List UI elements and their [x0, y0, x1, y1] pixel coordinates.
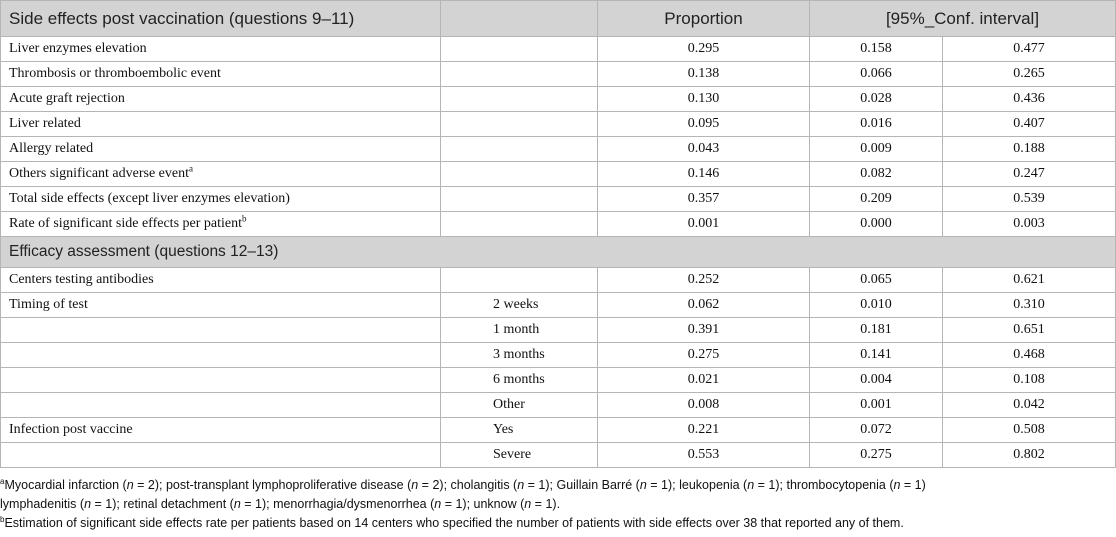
footnote-text: = 1); unknow (	[441, 497, 525, 511]
proportion-cell: 0.357	[598, 187, 810, 212]
footnote-text: Estimation of significant side effects rate per patients based on 14 centers who specified the number of patients with side effects over 38 that reported any of them.	[4, 516, 904, 530]
row-label-text: Others significant adverse event	[9, 166, 189, 181]
footnote-text: = 1); Guillain Barré (	[524, 478, 640, 492]
row-label-text: Liver enzymes elevation	[9, 41, 147, 56]
header-proportion: Proportion	[598, 1, 810, 37]
proportion-cell: 0.043	[598, 137, 810, 162]
ci-upper-cell: 0.802	[943, 443, 1116, 468]
table-row	[1, 368, 1116, 393]
row-label	[1, 393, 441, 418]
n-symbol: n	[434, 497, 442, 511]
footnote-text: = 1)	[900, 478, 926, 492]
row-label	[1, 343, 441, 368]
table-header-row	[1, 1, 1116, 37]
proportion-cell: 0.295	[598, 37, 810, 62]
header-section1-title: Side effects post vaccination (questions 9–11)	[1, 1, 441, 37]
table-row	[1, 212, 1116, 237]
footnote-a	[0, 476, 1116, 514]
row-label-text: Acute graft rejection	[9, 91, 125, 106]
footnote-text: = 2); post-transplant lymphoproliferative disease (	[133, 478, 412, 492]
footnote-text: = 1); retinal detachment (	[91, 497, 234, 511]
ci-upper-cell: 0.042	[943, 393, 1116, 418]
n-symbol: n	[126, 478, 134, 492]
row-sub-blank	[441, 187, 598, 212]
proportion-cell: 0.146	[598, 162, 810, 187]
ci-lower-cell: 0.010	[810, 293, 943, 318]
ci-upper-cell: 0.407	[943, 112, 1116, 137]
table-row	[1, 318, 1116, 343]
footnote-text: = 1); leukopenia (	[646, 478, 748, 492]
n-symbol: n	[84, 497, 92, 511]
table-row	[1, 343, 1116, 368]
n-symbol: n	[893, 478, 901, 492]
ci-upper-cell: 0.003	[943, 212, 1116, 237]
row-label-text: Thrombosis or thromboembolic event	[9, 66, 221, 81]
footnote-text: = 1); thrombocytopenia (	[754, 478, 894, 492]
footnote-marker: a	[189, 163, 193, 174]
table-row	[1, 62, 1116, 87]
ci-upper-cell: 0.468	[943, 343, 1116, 368]
table-row	[1, 443, 1116, 468]
proportion-cell: 0.095	[598, 112, 810, 137]
header-conf-interval: [95%_Conf. interval]	[810, 1, 1116, 37]
row-label: Centers testing antibodies	[1, 268, 441, 293]
n-symbol: n	[524, 497, 532, 511]
ci-lower-cell: 0.158	[810, 37, 943, 62]
table-row	[1, 162, 1116, 187]
ci-upper-cell: 0.436	[943, 87, 1116, 112]
row-label	[1, 187, 441, 212]
ci-lower-cell: 0.065	[810, 268, 943, 293]
table-row	[1, 37, 1116, 62]
table-row	[1, 268, 1116, 293]
row-label	[1, 37, 441, 62]
row-label	[1, 87, 441, 112]
ci-lower-cell: 0.209	[810, 187, 943, 212]
table-row	[1, 137, 1116, 162]
ci-upper-cell: 0.188	[943, 137, 1116, 162]
ci-lower-cell: 0.016	[810, 112, 943, 137]
row-label	[1, 162, 441, 187]
table-row	[1, 293, 1116, 318]
row-label	[1, 137, 441, 162]
row-label-text: Rate of significant side effects per patient	[9, 216, 242, 231]
row-sub-blank	[441, 162, 598, 187]
row-label	[1, 368, 441, 393]
footnote-a-marker: a	[0, 476, 5, 486]
row-label: Timing of test	[1, 293, 441, 318]
ci-upper-cell: 0.265	[943, 62, 1116, 87]
proportion-cell: 0.553	[598, 443, 810, 468]
ci-upper-cell: 0.651	[943, 318, 1116, 343]
row-label-text: Liver related	[9, 116, 81, 131]
ci-lower-cell: 0.275	[810, 443, 943, 468]
row-sublabel: 3 months	[441, 343, 598, 368]
n-symbol: n	[233, 497, 241, 511]
ci-lower-cell: 0.000	[810, 212, 943, 237]
row-label	[1, 443, 441, 468]
ci-lower-cell: 0.082	[810, 162, 943, 187]
n-symbol: n	[411, 478, 419, 492]
row-sub-blank	[441, 112, 598, 137]
ci-upper-cell: 0.539	[943, 187, 1116, 212]
ci-upper-cell: 0.477	[943, 37, 1116, 62]
proportion-cell: 0.138	[598, 62, 810, 87]
row-sub-blank	[441, 137, 598, 162]
ci-lower-cell: 0.028	[810, 87, 943, 112]
footnote-marker: b	[242, 213, 247, 224]
proportion-cell: 0.252	[598, 268, 810, 293]
row-label: Infection post vaccine	[1, 418, 441, 443]
row-sublabel: Severe	[441, 443, 598, 468]
row-sub-blank	[441, 37, 598, 62]
row-label	[1, 212, 441, 237]
ci-upper-cell: 0.621	[943, 268, 1116, 293]
proportion-cell: 0.008	[598, 393, 810, 418]
n-symbol: n	[747, 478, 755, 492]
footnote-text: = 1).	[531, 497, 561, 511]
section2-title: Efficacy assessment (questions 12–13)	[1, 237, 1116, 268]
ci-lower-cell: 0.009	[810, 137, 943, 162]
row-label-text: Total side effects (except liver enzymes elevation)	[9, 191, 290, 206]
table-row	[1, 418, 1116, 443]
proportion-cell: 0.001	[598, 212, 810, 237]
ci-lower-cell: 0.181	[810, 318, 943, 343]
ci-lower-cell: 0.072	[810, 418, 943, 443]
ci-upper-cell: 0.508	[943, 418, 1116, 443]
row-sublabel	[441, 268, 598, 293]
footnote-b-marker: b	[0, 514, 5, 524]
ci-lower-cell: 0.004	[810, 368, 943, 393]
ci-lower-cell: 0.141	[810, 343, 943, 368]
row-label-text: Allergy related	[9, 141, 94, 156]
ci-lower-cell: 0.066	[810, 62, 943, 87]
proportion-cell: 0.021	[598, 368, 810, 393]
row-sub-blank	[441, 62, 598, 87]
footnote-text: lymphadenitis (	[0, 497, 85, 511]
row-sub-blank	[441, 212, 598, 237]
proportion-cell: 0.062	[598, 293, 810, 318]
table-row	[1, 112, 1116, 137]
table-row	[1, 87, 1116, 112]
row-sublabel: 2 weeks	[441, 293, 598, 318]
row-sublabel: 1 month	[441, 318, 598, 343]
ci-lower-cell: 0.001	[810, 393, 943, 418]
row-sublabel: Other	[441, 393, 598, 418]
row-label	[1, 318, 441, 343]
proportion-cell: 0.275	[598, 343, 810, 368]
table-row	[1, 393, 1116, 418]
row-label	[1, 112, 441, 137]
footnote-text: = 1); menorrhagia/dysmenorrhea (	[240, 497, 435, 511]
row-sub-blank	[441, 87, 598, 112]
n-symbol: n	[639, 478, 647, 492]
row-label	[1, 62, 441, 87]
proportion-cell: 0.221	[598, 418, 810, 443]
header-blank-cell	[441, 1, 598, 37]
section-header-row	[1, 237, 1116, 268]
footnote-text: = 2); cholangitis (	[418, 478, 518, 492]
row-sublabel: 6 months	[441, 368, 598, 393]
ci-upper-cell: 0.310	[943, 293, 1116, 318]
proportion-cell: 0.130	[598, 87, 810, 112]
footnote-text: Myocardial infarction (	[4, 478, 127, 492]
ci-upper-cell: 0.247	[943, 162, 1116, 187]
row-sublabel: Yes	[441, 418, 598, 443]
proportion-cell: 0.391	[598, 318, 810, 343]
ci-upper-cell: 0.108	[943, 368, 1116, 393]
footnote-b	[0, 514, 1116, 533]
n-symbol: n	[517, 478, 525, 492]
table-row	[1, 187, 1116, 212]
